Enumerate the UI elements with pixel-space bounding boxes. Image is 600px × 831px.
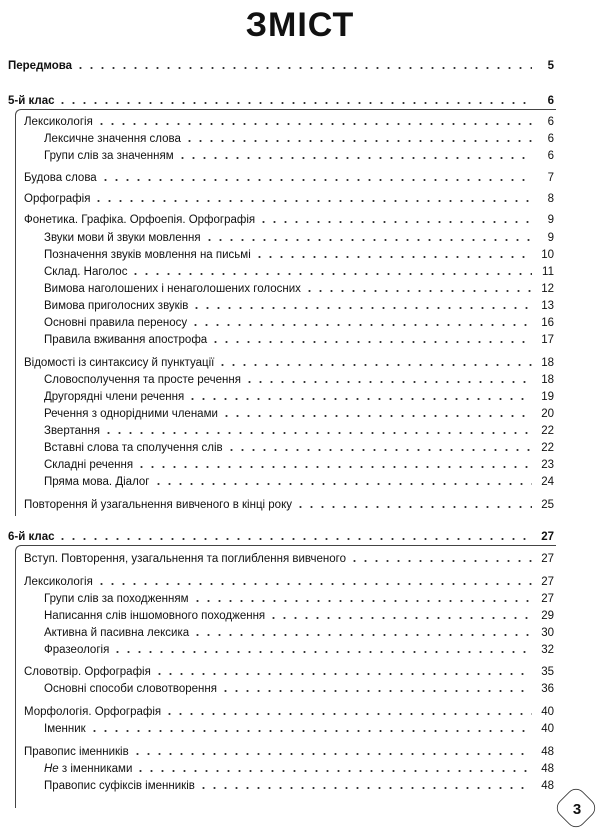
page-ref: 27: [541, 553, 554, 565]
toc-entry[interactable]: Відомості із синтаксису й пунктуації 18: [24, 357, 554, 369]
page-ref: 22: [541, 442, 554, 454]
toc-entry[interactable]: Правопис суфіксів іменників 48: [44, 780, 554, 792]
page-ref: 30: [541, 627, 554, 639]
page-number: 3: [572, 800, 582, 818]
page-ref: 18: [541, 374, 554, 386]
toc-entry[interactable]: Основні правила переносу 16: [44, 317, 554, 329]
page-ref: 48: [541, 780, 554, 792]
toc-entry[interactable]: Позначення звуків мовлення на письмі 10: [44, 249, 554, 261]
toc-entry[interactable]: Написання слів іншомовного походження 29: [44, 610, 554, 622]
page-ref: 48: [541, 763, 554, 775]
page-ref: 9: [547, 214, 554, 226]
page-title: ЗМІСТ: [245, 6, 355, 44]
toc-entry-grade-6[interactable]: 6-й клас 27: [8, 531, 554, 543]
page-ref: 7: [547, 172, 554, 184]
toc-entry[interactable]: Вставні слова та сполучення слів 22: [44, 442, 554, 454]
page-ref: 32: [541, 644, 554, 656]
page-ref: 36: [541, 683, 554, 695]
toc-entry[interactable]: Орфографія 8: [24, 193, 554, 205]
page-ref: 12: [541, 283, 554, 295]
toc-entry[interactable]: Основні способи словотворення 36: [44, 683, 554, 695]
page-ref: 6: [547, 95, 554, 107]
page-ref: 23: [541, 459, 554, 471]
page-ref: 20: [541, 408, 554, 420]
toc-entry-grade-5[interactable]: 5-й клас 6: [8, 95, 554, 107]
toc-entry[interactable]: Звуки мови й звуки мовлення 9: [44, 232, 554, 244]
page-ref: 19: [541, 391, 554, 403]
page-ref: 18: [541, 357, 554, 369]
page-ref: 27: [541, 531, 554, 543]
toc-entry[interactable]: Морфологія. Орфографія 40: [24, 706, 554, 718]
toc-entry[interactable]: Групи слів за значенням 6: [44, 150, 554, 162]
toc-entry[interactable]: Не з іменниками 48: [44, 763, 554, 775]
toc-entry[interactable]: Речення з однорідними членами 20: [44, 408, 554, 420]
toc-entry[interactable]: Активна й пасивна лексика 30: [44, 627, 554, 639]
toc-entry[interactable]: Правопис іменників 48: [24, 746, 554, 758]
page-ref: 13: [541, 300, 554, 312]
toc-entry[interactable]: Складні речення 23: [44, 459, 554, 471]
toc-entry[interactable]: Повторення й узагальнення вивченого в кінці року 25: [24, 499, 554, 511]
toc-entry[interactable]: Вимова приголосних звуків 13: [44, 300, 554, 312]
toc-entry[interactable]: Іменник 40: [44, 723, 554, 735]
page-ref: 27: [541, 576, 554, 588]
page-ref: 10: [541, 249, 554, 261]
page-ref: 22: [541, 425, 554, 437]
page-ref: 6: [547, 116, 554, 128]
toc-entry[interactable]: Лексикологія 27: [24, 576, 554, 588]
page-ref: 5: [547, 60, 554, 72]
page-ref: 29: [541, 610, 554, 622]
page-ref: 25: [541, 499, 554, 511]
toc-entry[interactable]: Лексикологія 6: [24, 116, 554, 128]
toc-entry[interactable]: Вимова наголошених і ненаголошених голосних 12: [44, 283, 554, 295]
page-ref: 40: [541, 723, 554, 735]
toc-entry[interactable]: Фразеологія 32: [44, 644, 554, 656]
page-ref: 48: [541, 746, 554, 758]
page-ref: 8: [547, 193, 554, 205]
page-ref: 11: [542, 266, 554, 278]
page-ref: 24: [541, 476, 554, 488]
toc-entry[interactable]: Словосполучення та просте речення 18: [44, 374, 554, 386]
toc-entry[interactable]: Лексичне значення слова 6: [44, 133, 554, 145]
toc-entry-preface[interactable]: Передмова 5: [8, 60, 554, 72]
toc-entry[interactable]: Другорядні члени речення 19: [44, 391, 554, 403]
page-ref: 35: [541, 666, 554, 678]
page-ref: 27: [541, 593, 554, 605]
toc-entry[interactable]: Пряма мова. Діалог 24: [44, 476, 554, 488]
toc-entry[interactable]: Вступ. Повторення, узагальнення та поглиблення вивченого 27: [24, 553, 554, 565]
toc-entry[interactable]: Групи слів за походженням 27: [44, 593, 554, 605]
toc-entry[interactable]: Фонетика. Графіка. Орфоепія. Орфографія 9: [24, 214, 554, 226]
toc-entry[interactable]: Склад. Наголос 11: [44, 266, 554, 278]
page-ref: 40: [541, 706, 554, 718]
toc-entry[interactable]: Правила вживання апострофа 17: [44, 334, 554, 346]
page-ref: 16: [541, 317, 554, 329]
toc-entry[interactable]: Звертання 22: [44, 425, 554, 437]
page-ref: 17: [541, 334, 554, 346]
toc-entry[interactable]: Будова слова 7: [24, 172, 554, 184]
page-ref: 6: [547, 150, 554, 162]
toc-entry[interactable]: Словотвір. Орфографія 35: [24, 666, 554, 678]
page-ref: 6: [547, 133, 554, 145]
page-ref: 9: [547, 232, 554, 244]
